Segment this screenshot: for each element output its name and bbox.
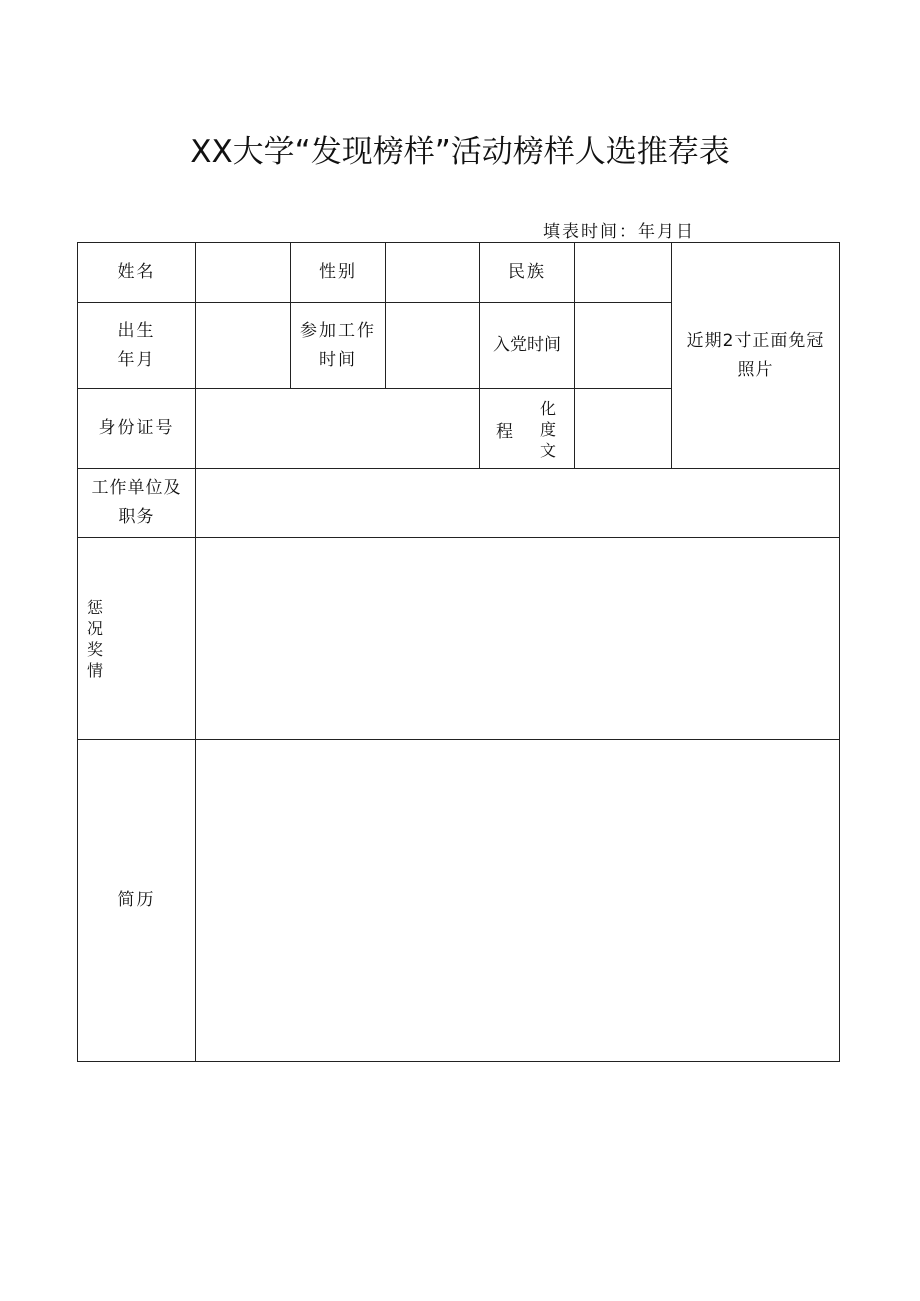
education-field[interactable] <box>575 389 671 468</box>
education-label-char-1: 化 <box>540 399 557 418</box>
form-title: XX大学“发现榜样”活动榜样人选推荐表 <box>190 134 730 170</box>
awards-label-char-4: 情 <box>87 661 104 680</box>
party-join-label: 入党时间 <box>493 335 561 355</box>
photo-label-line2: 照片 <box>737 359 774 380</box>
name-label: 姓名 <box>117 262 156 282</box>
awards-field[interactable] <box>196 538 839 739</box>
workplace-label: 工作单位及 职务 <box>91 478 182 527</box>
education-label <box>480 389 574 468</box>
awards-label-char-3: 奖 <box>87 640 104 659</box>
awards-label-char-2: 况 <box>87 619 104 638</box>
name-field[interactable] <box>196 243 290 302</box>
education-label-char-3: 文 <box>540 441 557 460</box>
recommendation-form-table <box>77 242 840 1062</box>
work-start-label: 参加工作 时间 <box>300 320 376 370</box>
id-number-field[interactable] <box>196 389 479 468</box>
id-number-label: 身份证号 <box>98 418 175 438</box>
fill-date-label: 填表时间：年月日 <box>543 222 695 242</box>
party-join-field[interactable] <box>575 303 671 388</box>
education-label-char-4: 程 <box>496 422 513 442</box>
photo-label-line1: 近期2寸正面免冠 <box>686 330 825 351</box>
birth-field[interactable] <box>196 303 290 388</box>
education-label-char-2: 度 <box>540 420 557 439</box>
ethnicity-label: 民族 <box>508 262 546 282</box>
gender-field[interactable] <box>386 243 479 302</box>
ethnicity-field[interactable] <box>575 243 671 302</box>
birth-label: 出生 年月 <box>117 320 156 370</box>
awards-label-char-1: 惩 <box>87 598 104 617</box>
workplace-field[interactable] <box>196 469 839 537</box>
resume-label: 简历 <box>117 890 156 910</box>
awards-label <box>78 538 195 739</box>
gender-label: 性别 <box>319 262 357 282</box>
photo-placeholder[interactable] <box>672 243 839 468</box>
work-start-field[interactable] <box>386 303 479 388</box>
resume-field[interactable] <box>196 740 839 1061</box>
